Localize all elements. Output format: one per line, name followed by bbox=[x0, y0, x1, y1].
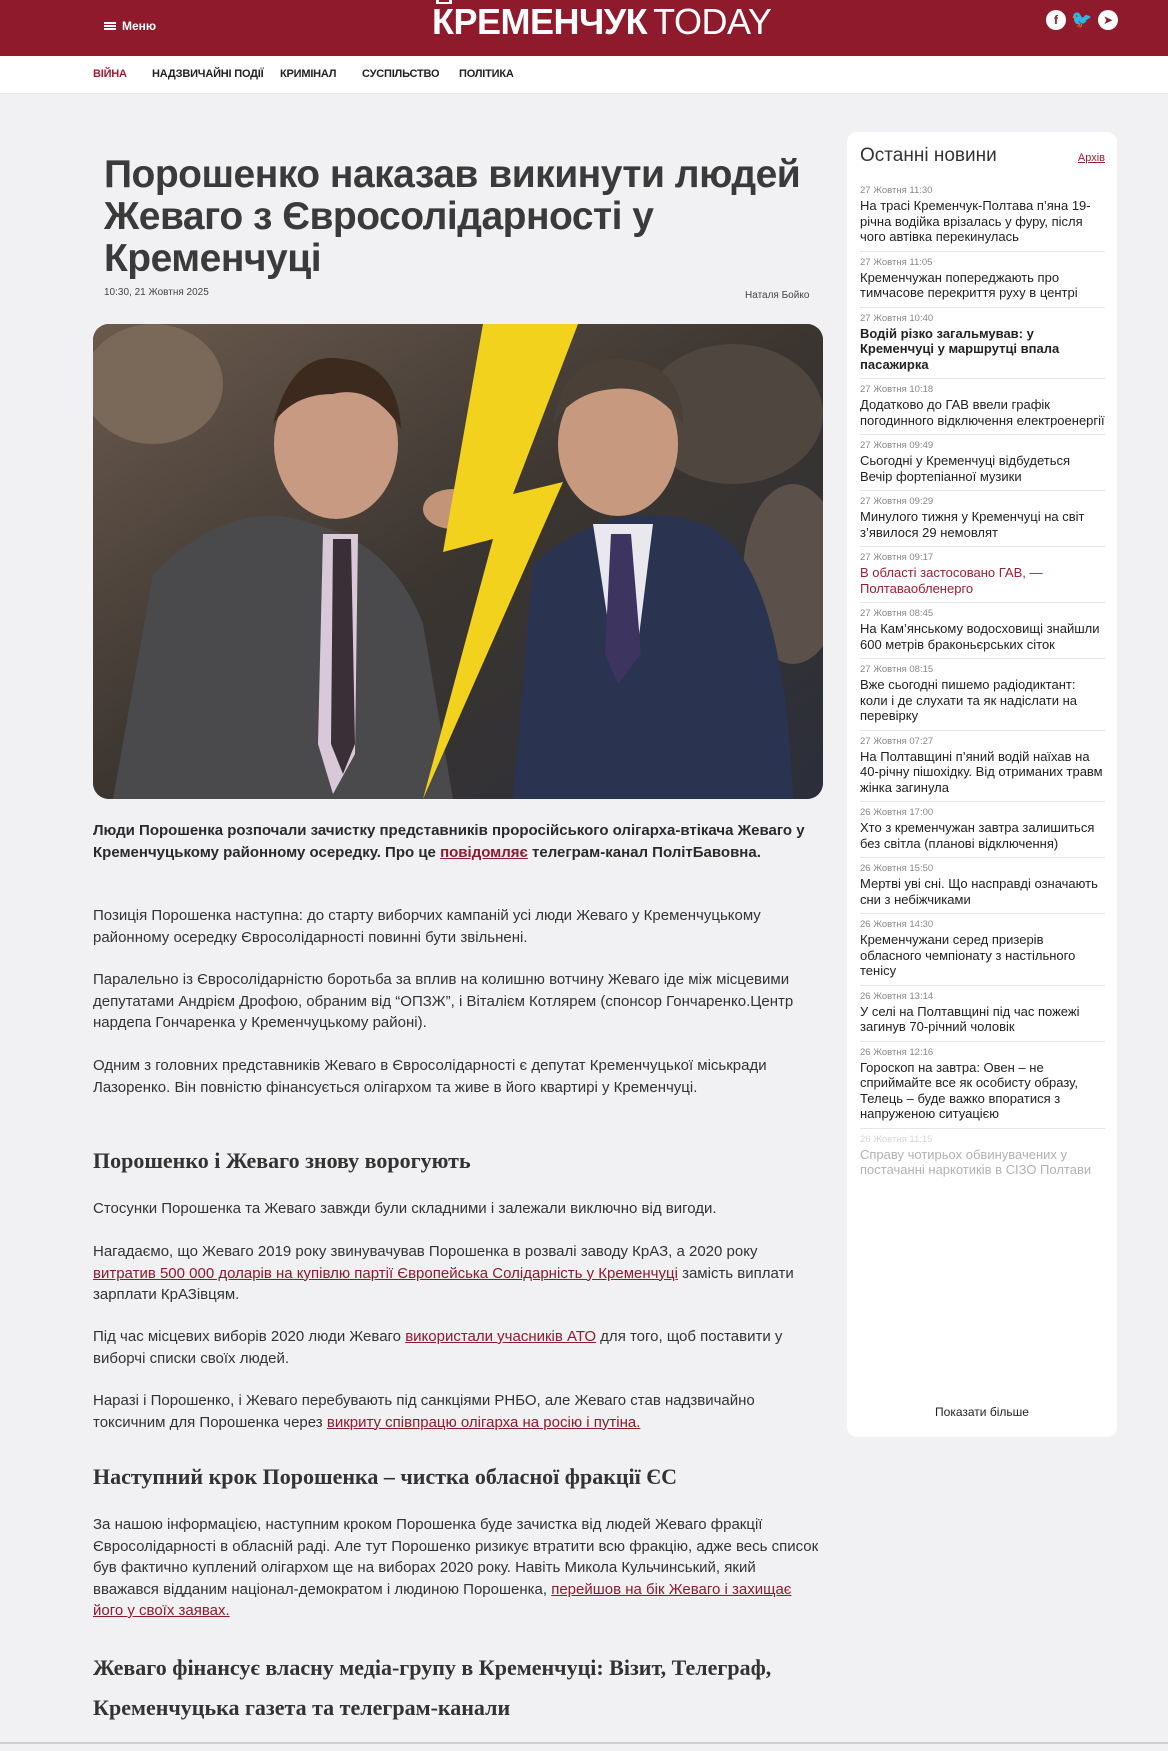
article-subheading-2: Наступний крок Порошенка – чистка обласної фракції ЄС bbox=[93, 1464, 678, 1489]
article-subheading-1: Порошенко і Жеваго знову ворогують bbox=[93, 1148, 471, 1173]
site-header bbox=[0, 0, 1168, 56]
article-paragraph-1: Позиція Порошенка наступна: до старту виборчих кампаній усі люди Жеваго у Кременчуцькому районному осередку Євросолідарності повинні бути звільнені. bbox=[93, 907, 761, 946]
menu-label: Меню bbox=[122, 19, 157, 33]
news-time: 26 Жовтня 11:15 bbox=[860, 1133, 933, 1145]
news-time: 27 Жовтня 10:40 bbox=[860, 312, 934, 324]
news-time: 27 Жовтня 09:17 bbox=[860, 552, 934, 563]
news-fade-overlay bbox=[847, 1342, 1117, 1402]
hamburger-icon bbox=[104, 22, 116, 30]
news-item[interactable] bbox=[860, 1042, 1105, 1129]
news-item[interactable] bbox=[860, 252, 1105, 308]
news-item[interactable] bbox=[860, 379, 1105, 435]
news-time: 26 Жовтня 13:14 bbox=[860, 990, 934, 1002]
nav-item-emergencies[interactable]: НАДЗВИЧАЙНІ ПОДІЇ bbox=[152, 68, 264, 80]
article-paragraph-6 bbox=[93, 1326, 823, 1369]
news-item[interactable] bbox=[860, 603, 1105, 659]
news-title[interactable]: Додатково до ГАВ ввели графік погодинного відключення електроенергії bbox=[860, 397, 1105, 428]
article-author[interactable]: Наталя Бойко bbox=[745, 290, 810, 301]
article-date: 10:30, 21 Жовтня 2025 bbox=[104, 287, 209, 298]
news-title[interactable]: Водій різко загальмував: у Кременчуці у маршрутці впала пасажирка bbox=[860, 325, 1060, 372]
news-title[interactable]: На трасі Кременчук-Полтава п’яна 19-річна водійка врізалась у фуру, після чого автівка перекинулась bbox=[860, 198, 1091, 244]
news-title[interactable]: Хто з кременчужан завтра залишиться без світла (планові відключення) bbox=[860, 820, 1095, 851]
news-title[interactable]: У селі на Полтавщині під час пожежі загинув 70-річний чоловік bbox=[860, 1003, 1080, 1034]
news-title[interactable]: Справу чотирьох обвинувачених у постачанні наркотиків в СІЗО Полтави bbox=[860, 1146, 1092, 1177]
news-item[interactable] bbox=[860, 308, 1105, 380]
news-item[interactable] bbox=[860, 914, 1105, 986]
lead-source-link[interactable]: повідомляє bbox=[440, 843, 528, 861]
p6-text-2: для того, щоб поставити у виборчі списки своїх людей. bbox=[93, 1328, 783, 1367]
news-title[interactable]: Мертві уві сні. Що насправді означають сни з небіжчиками bbox=[860, 876, 1098, 907]
nav-item-crime[interactable]: КРИМІНАЛ bbox=[280, 68, 337, 80]
telegram-icon[interactable]: ➤ bbox=[1098, 10, 1118, 30]
news-item[interactable] bbox=[860, 858, 1105, 914]
news-item[interactable] bbox=[860, 659, 1105, 731]
news-title[interactable]: Кременчужани серед призерів обласного чемпіонату з настільного тенісу bbox=[860, 932, 1076, 978]
news-title[interactable]: На Полтавщині п’яний водій наїхав на 40-річну пішохідку. Від отриманих травм жінка загинула bbox=[860, 748, 1103, 795]
category-nav bbox=[0, 56, 1168, 94]
p5-text-2: замість виплати зарплати КрАЗівцям. bbox=[93, 1264, 794, 1303]
article-paragraph-5 bbox=[93, 1241, 823, 1306]
social-links bbox=[1046, 10, 1118, 30]
news-title[interactable]: Гороскоп на завтра: Овен – не сприймайте все як особисту образу, Телець – буде важко впоратися з напруженою ситуацією bbox=[860, 1059, 1078, 1121]
article-paragraph-3: Одним з головних представників Жеваго в Євросолідарності є депутат Кременчуцької міськради Лазоренко. Він повністю фінансується олігархом та живе в його квартирі у Кременчуці. bbox=[93, 1057, 767, 1096]
news-item[interactable] bbox=[860, 802, 1105, 858]
logo-crown-icon bbox=[436, 0, 452, 4]
archive-link[interactable]: Архів bbox=[1077, 152, 1105, 164]
page-bottom-divider bbox=[0, 1742, 1168, 1744]
menu-button[interactable] bbox=[104, 12, 156, 40]
news-time: 27 Жовтня 09:49 bbox=[860, 440, 934, 451]
show-more-button[interactable]: Показати більше bbox=[935, 1405, 1029, 1419]
article-title: Порошенко наказав викинути людей Жеваго з Євросолідарності у Кременчуці bbox=[104, 153, 801, 280]
news-item[interactable] bbox=[860, 547, 1105, 603]
news-title[interactable]: В області застосовано ГАВ, — Полтаваобленерго bbox=[860, 565, 1043, 596]
news-time: 27 Жовтня 08:15 bbox=[860, 664, 934, 675]
article-hero-image bbox=[93, 324, 823, 799]
news-item[interactable] bbox=[860, 731, 1105, 803]
news-time: 27 Жовтня 08:45 bbox=[860, 608, 934, 619]
p6-link[interactable]: використали учасників АТО bbox=[405, 1328, 597, 1345]
news-item[interactable] bbox=[860, 180, 1105, 252]
news-time: 27 Жовтня 09:29 bbox=[860, 496, 934, 507]
article-paragraph-4: Стосунки Порошенка та Жеваго завжди були складними і залежали виключно від вигоди. bbox=[93, 1200, 717, 1217]
twitter-icon[interactable]: 🐦 bbox=[1071, 10, 1093, 29]
p8-text-1: За нашою інформацією, наступним кроком Порошенка буде зачистка від людей Жеваго фракції Євросолідарності в обласній раді. Але тут Порошенко ризикує втратити всю фракцію, адже весь список був фактично куплений олігархом ще на виборах 2020 року. Навіть Микола Кульчинський, який вважався відданим націонал-демократом і людиною Порошенка, bbox=[93, 1516, 819, 1598]
news-time: 26 Жовтня 15:50 bbox=[860, 863, 934, 874]
news-item[interactable] bbox=[860, 986, 1105, 1042]
p5-text-1: Нагадаємо, що Жеваго 2019 року звинувачував Порошенка в розвалі заводу КрАЗ, а 2020 року bbox=[93, 1243, 758, 1260]
news-title[interactable]: Вже сьогодні пишемо радіодиктант: коли і де слухати та як надіслати на перевірку bbox=[860, 677, 1078, 723]
nav-item-politics[interactable]: ПОЛІТИКА bbox=[459, 68, 514, 80]
p7-link[interactable]: викриту співпрацю олігарха на росію і путіна. bbox=[326, 1413, 641, 1431]
sidebar-title: Останні новини bbox=[860, 145, 997, 166]
news-item[interactable] bbox=[860, 491, 1105, 547]
news-title[interactable]: Сьогодні у Кременчуці відбудеться Вечір фортепіанної музики bbox=[860, 453, 1071, 484]
article-paragraph-8 bbox=[93, 1514, 823, 1622]
news-title[interactable]: На Кам’янському водосховищі знайшли 600 метрів браконьєрських сіток bbox=[860, 621, 1100, 652]
news-list bbox=[860, 180, 1105, 1184]
p5-link[interactable]: витратив 500 000 доларів на купівлю партії Європейська Солідарність у Кременчуці bbox=[93, 1264, 678, 1282]
news-time: 26 Жовтня 14:30 bbox=[860, 919, 934, 930]
article-paragraph-7 bbox=[93, 1390, 823, 1433]
news-time: 26 Жовтня 12:16 bbox=[860, 1046, 934, 1058]
news-item[interactable] bbox=[860, 1129, 1105, 1184]
article-lead bbox=[93, 820, 823, 863]
nav-item-society[interactable]: СУСПІЛЬСТВО bbox=[362, 68, 440, 80]
news-time: 27 Жовтня 07:27 bbox=[860, 735, 934, 747]
news-title[interactable]: Кременчужан попереджають про тимчасове перекриття руху в центрі bbox=[860, 269, 1078, 300]
p6-text-1: Під час місцевих виборів 2020 люди Жеваго bbox=[93, 1328, 406, 1345]
article-subheading-3: Жеваго фінансує власну медіа-групу в Кременчуці: Візит, Телеграф, Кременчуцька газета та телеграм-канали bbox=[93, 1655, 772, 1720]
news-time: 27 Жовтня 10:18 bbox=[860, 384, 934, 395]
latest-news-sidebar bbox=[847, 132, 1117, 1437]
news-time: 26 Жовтня 17:00 bbox=[860, 807, 934, 818]
facebook-icon[interactable]: f bbox=[1046, 10, 1066, 30]
logo-text-secondary: TODAY bbox=[653, 1, 772, 42]
news-time: 27 Жовтня 11:30 bbox=[860, 185, 933, 196]
site-logo[interactable] bbox=[432, 2, 771, 42]
logo-text-main: КРЕМЕНЧУК bbox=[432, 1, 648, 42]
lead-text-2: телеграм-канал ПолітБавовна. bbox=[527, 843, 761, 861]
news-title[interactable]: Минулого тижня у Кременчуці на світ з’явилося 29 немовлят bbox=[860, 509, 1085, 540]
lead-text-1: Люди Порошенка розпочали зачистку представників проросійського олігарха-втікача Жеваго у Кременчуцькому районному осередку. Про це bbox=[93, 822, 805, 861]
p8-link[interactable]: перейшов на бік Жеваго і захищає його у своїх заявах. bbox=[93, 1580, 792, 1619]
news-item[interactable] bbox=[860, 435, 1105, 491]
article-paragraph-2: Паралельно із Євросолідарністю боротьба за вплив на колишню вотчину Жеваго іде між місцевими депутатами Андрієм Дрофою, обраним від “ОПЗЖ”, і Віталієм Котлярем (спонсор Гончаренко.Центр нардепа Гончаренка у Кременчуцькому районі). bbox=[93, 971, 794, 1031]
p7-text-1: Наразі і Порошенко, і Жеваго перебувають під санкціями РНБО, але Жеваго став надзвичайно токсичним для Порошенка через bbox=[93, 1392, 755, 1431]
news-time: 27 Жовтня 11:05 bbox=[860, 256, 933, 268]
nav-item-war[interactable]: ВІЙНА bbox=[93, 68, 127, 80]
